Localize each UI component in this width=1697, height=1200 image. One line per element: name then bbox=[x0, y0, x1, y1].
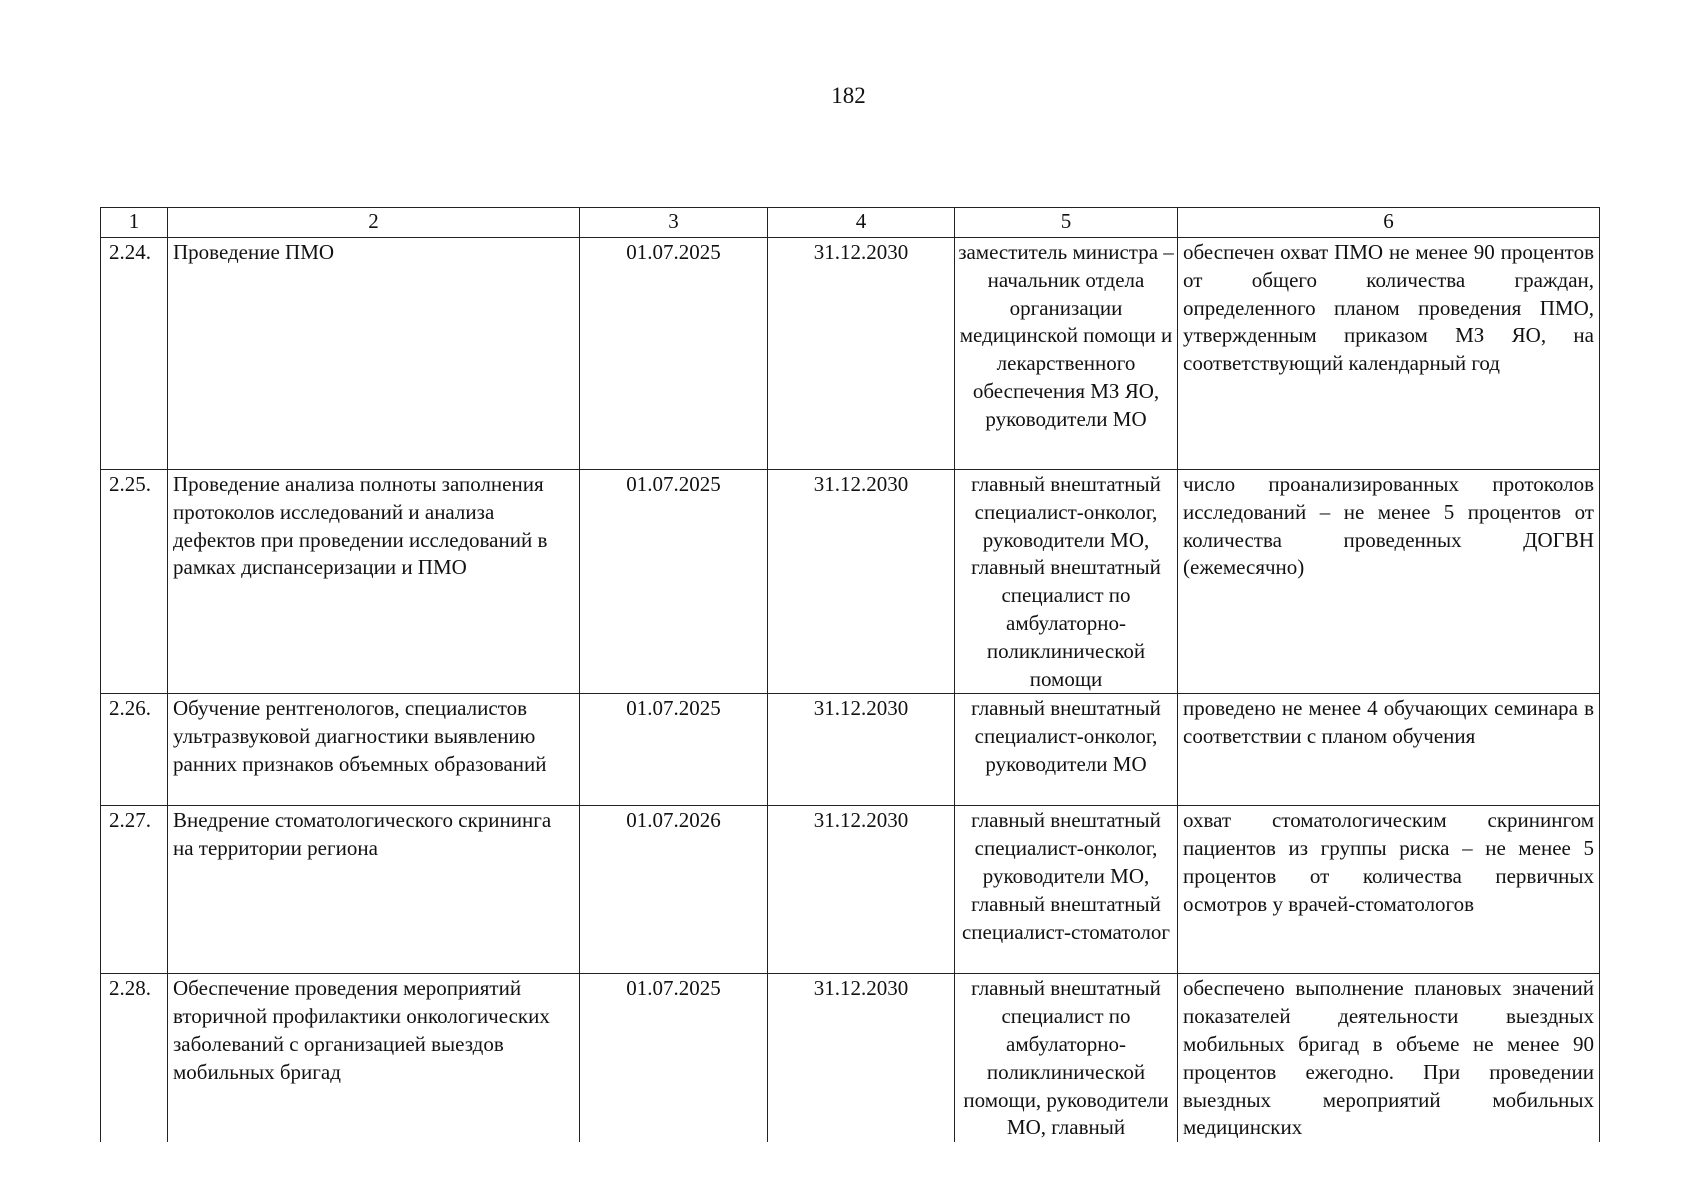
responsible: главный внештатный специалист-онколог, руководители МО bbox=[955, 694, 1178, 806]
expected-result: число проанализированных протоколов исследований – не менее 5 процентов от количества проведенных ДОГВН (ежемесячно) bbox=[1178, 470, 1600, 694]
table-row bbox=[101, 974, 1600, 1142]
column-header-4: 4 bbox=[768, 208, 955, 238]
table-row bbox=[101, 806, 1600, 974]
table-header-row bbox=[101, 208, 1600, 238]
end-date: 31.12.2030 bbox=[768, 238, 955, 470]
responsible: заместитель министра – начальник отдела организации медицинской помощи и лекарственного обеспечения МЗ ЯО, руководители МО bbox=[955, 238, 1178, 470]
responsible: главный внештатный специалист-онколог, руководители МО, главный внештатный специалист-стоматолог bbox=[955, 806, 1178, 974]
activity-name: Проведение ПМО bbox=[168, 238, 580, 470]
row-number: 2.26. bbox=[101, 694, 168, 806]
activity-name: Проведение анализа полноты заполнения протоколов исследований и анализа дефектов при проведении исследований в рамках диспансеризации и ПМО bbox=[168, 470, 580, 694]
start-date: 01.07.2025 bbox=[580, 470, 768, 694]
activity-name: Обеспечение проведения мероприятий вторичной профилактики онкологических заболеваний с организацией выездов мобильных бригад bbox=[168, 974, 580, 1142]
page-number: 182 bbox=[831, 83, 866, 108]
expected-result: обеспечен охват ПМО не менее 90 процентов от общего количества граждан, определенного планом проведения ПМО, утвержденным приказом МЗ ЯО, на соответствующий календарный год bbox=[1178, 238, 1600, 470]
start-date: 01.07.2025 bbox=[580, 974, 768, 1142]
row-number: 2.24. bbox=[101, 238, 168, 470]
responsible: главный внештатный специалист по амбулаторно-поликлинической помощи, руководители МО, главный bbox=[955, 974, 1178, 1142]
responsible: главный внештатный специалист-онколог, руководители МО, главный внештатный специалист по амбулаторно-поликлинической помощи bbox=[955, 470, 1178, 694]
table-row bbox=[101, 694, 1600, 806]
column-header-3: 3 bbox=[580, 208, 768, 238]
end-date: 31.12.2030 bbox=[768, 806, 955, 974]
row-number: 2.28. bbox=[101, 974, 168, 1142]
start-date: 01.07.2026 bbox=[580, 806, 768, 974]
activity-name: Обучение рентгенологов, специалистов ультразвуковой диагностики выявлению ранних признаков объемных образований bbox=[168, 694, 580, 806]
table-row bbox=[101, 470, 1600, 694]
start-date: 01.07.2025 bbox=[580, 694, 768, 806]
column-header-6: 6 bbox=[1178, 208, 1600, 238]
activity-plan-table bbox=[100, 207, 1600, 1142]
end-date: 31.12.2030 bbox=[768, 694, 955, 806]
column-header-2: 2 bbox=[168, 208, 580, 238]
expected-result: проведено не менее 4 обучающих семинара в соответствии с планом обучения bbox=[1178, 694, 1600, 806]
start-date: 01.07.2025 bbox=[580, 238, 768, 470]
table-row bbox=[101, 238, 1600, 470]
activity-name: Внедрение стоматологического скрининга на территории региона bbox=[168, 806, 580, 974]
row-number: 2.25. bbox=[101, 470, 168, 694]
end-date: 31.12.2030 bbox=[768, 470, 955, 694]
column-header-5: 5 bbox=[955, 208, 1178, 238]
expected-result: охват стоматологическим скринингом пациентов из группы риска – не менее 5 процентов от количества первичных осмотров у врачей-стоматологов bbox=[1178, 806, 1600, 974]
column-header-1: 1 bbox=[101, 208, 168, 238]
row-number: 2.27. bbox=[101, 806, 168, 974]
expected-result: обеспечено выполнение плановых значений показателей деятельности выездных мобильных бригад в объеме не менее 90 процентов ежегодно. При проведении выездных мероприятий мобильных медицинских bbox=[1178, 974, 1600, 1142]
end-date: 31.12.2030 bbox=[768, 974, 955, 1142]
